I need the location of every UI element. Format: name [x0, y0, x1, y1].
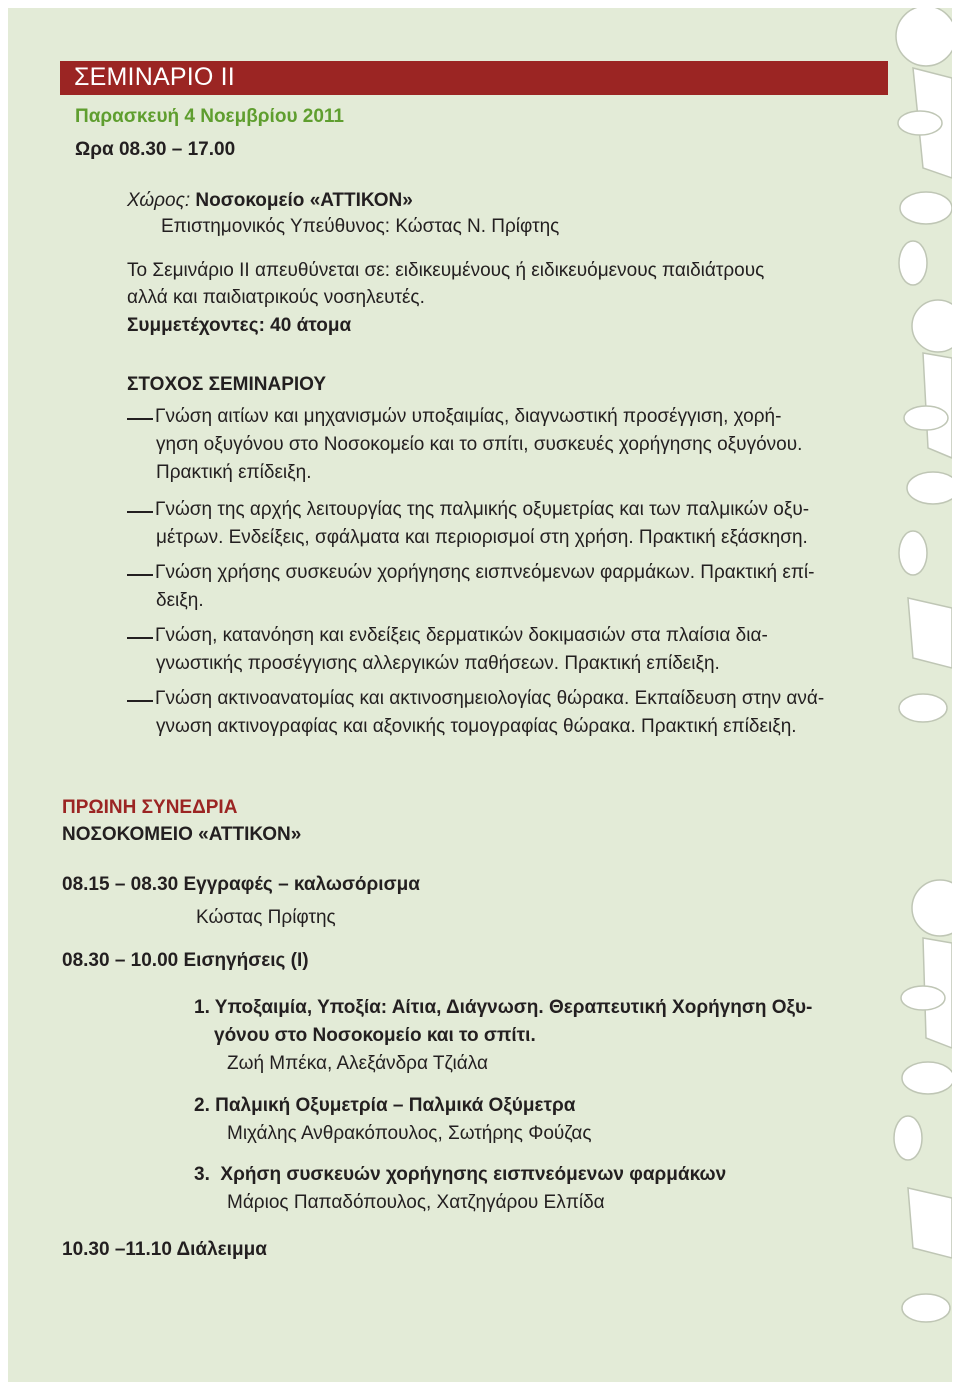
- goal-bullet-dash: [127, 418, 153, 420]
- venue-label: Χώρος:: [127, 190, 191, 211]
- registration-title: Εγγραφές – καλωσόρισμα: [183, 874, 420, 895]
- goal-5-line-1: Γνώση ακτινοανατομίας και ακτινοσημειολογίας θώρακα. Εκπαίδευση στην ανά-: [155, 688, 825, 709]
- page: [8, 8, 952, 1382]
- audience-line-1: Το Σεμινάριο ΙΙ απευθύνεται σε: ειδικευμένους ή ειδικευόμενους παιδιάτρους: [127, 260, 765, 281]
- talk-2-number: 2.: [194, 1095, 210, 1116]
- goal-4-line-2: γνωστικής προσέγγισης αλλεργικών παθήσεων. Πρακτική επίδειξη.: [156, 653, 720, 674]
- audience-line-2: αλλά και παιδιατρικούς νοσηλευτές.: [127, 287, 425, 308]
- lectures-row: [62, 950, 309, 972]
- goal-5-line-2: γνωση ακτινογραφίας και αξονικής τομογραφίας θώρακα. Πρακτική επίδειξη.: [156, 716, 797, 737]
- session-heading: ΠΡΩΙΝΗ ΣΥΝΕΔΡΙΑ: [62, 797, 238, 818]
- seminar-date: Παρασκευή 4 Νοεμβρίου 2011: [75, 106, 344, 127]
- goal-3-line-2: δειξη.: [156, 590, 204, 611]
- goal-1-line-2: γηση οξυγόνου στο Νοσοκομείο και το σπίτι, συσκευές χορήγησης οξυγόνου.: [156, 434, 803, 455]
- goal-bullet-dash: [127, 511, 153, 513]
- talk-3-speakers: Μάριος Παπαδόπουλος, Χατζηγάρου Ελπίδα: [227, 1192, 605, 1213]
- goal-1-line-1: Γνώση αιτίων και μηχανισμών υποξαιμίας, διαγνωστική προσέγγιση, χορή-: [155, 406, 782, 427]
- break-time: 10.30 –11.10: [62, 1239, 172, 1260]
- goal-2-line-2: μέτρων. Ενδείξεις, σφάλματα και περιορισμοί στη χρήση. Πρακτική εξάσκηση.: [156, 527, 808, 548]
- goals-heading: ΣΤΟΧΟΣ ΣΕΜΙΝΑΡΙΟΥ: [127, 374, 327, 395]
- lectures-title: Εισηγήσεις (Ι): [183, 950, 309, 971]
- talk-1-title-line-1: 1. Υποξαιμία, Υποξία: Αίτια, Διάγνωση. Θεραπευτική Χορήγηση Οξυ-: [194, 997, 813, 1018]
- participants: Συμμετέχοντες: 40 άτομα: [127, 315, 352, 336]
- venue-value: Νοσοκομείο «ΑΤΤΙΚΟΝ»: [195, 190, 413, 211]
- session-location: ΝΟΣΟΚΟΜΕΙΟ «ΑΤΤΙΚΟΝ»: [62, 824, 302, 845]
- seminar-time: Ωρα 08.30 – 17.00: [75, 139, 236, 160]
- talk-1-speakers: Ζωή Μπέκα, Αλεξάνδρα Τζιάλα: [227, 1053, 488, 1074]
- registration-row: [62, 874, 420, 896]
- talk-2-title: 2. Παλμική Οξυμετρία – Παλμικά Οξύμετρα: [194, 1095, 576, 1116]
- goal-bullet-dash: [127, 637, 153, 639]
- talk-2-speakers: Μιχάλης Ανθρακόπουλος, Σωτήρης Φούζας: [227, 1123, 592, 1144]
- talk-1-title-line-2: γόνου στο Νοσοκομείο και το σπίτι.: [214, 1025, 536, 1046]
- talk-3-title: 3. Χρήση συσκευών χορήγησης εισπνεόμενων φαρμάκων: [194, 1164, 727, 1185]
- break-title: Διάλειμμα: [176, 1239, 267, 1260]
- goal-bullet-dash: [127, 574, 153, 576]
- goal-2-line-1: Γνώση της αρχής λειτουργίας της παλμικής οξυμετρίας και των παλμικών οξυ-: [155, 499, 810, 520]
- goal-bullet-dash: [127, 700, 153, 702]
- talk-1-number: 1.: [194, 997, 210, 1018]
- venue: [127, 190, 413, 212]
- registration-speaker: Κώστας Πρίφτης: [196, 907, 336, 928]
- seminar-title-banner: [60, 61, 888, 95]
- goal-1-line-3: Πρακτική επίδειξη.: [156, 462, 312, 483]
- scientific-responsible: Επιστημονικός Υπεύθυνος: Κώστας Ν. Πρίφτης: [161, 216, 560, 237]
- goal-4-line-1: Γνώση, κατανόηση και ενδείξεις δερματικών δοκιμασιών στα πλαίσια δια-: [155, 625, 768, 646]
- talk-3-number: 3.: [194, 1164, 210, 1185]
- registration-time: 08.15 – 08.30: [62, 874, 179, 895]
- break-row: [62, 1239, 267, 1261]
- goal-3-line-1: Γνώση χρήσης συσκευών χορήγησης εισπνεόμενων φαρμάκων. Πρακτική επί-: [155, 562, 815, 583]
- lectures-time: 08.30 – 10.00: [62, 950, 179, 971]
- seminar-title: ΣΕΜΙΝΑΡΙΟ ΙΙ: [74, 63, 235, 91]
